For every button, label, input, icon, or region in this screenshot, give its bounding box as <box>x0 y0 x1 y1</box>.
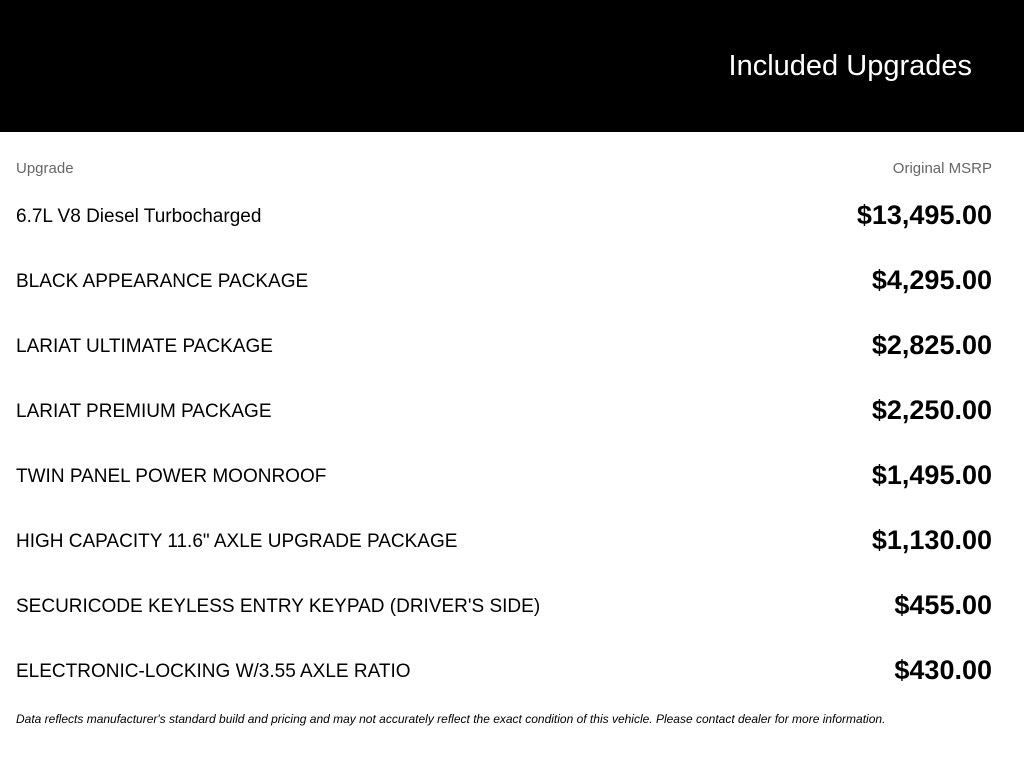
table-row <box>16 387 992 452</box>
table-row <box>16 582 992 647</box>
table-row <box>16 192 992 257</box>
table-row <box>16 452 992 517</box>
upgrade-name: BLACK APPEARANCE PACKAGE <box>16 271 309 292</box>
upgrade-rows <box>16 192 992 712</box>
upgrade-name: 6.7L V8 Diesel Turbocharged <box>16 206 262 227</box>
table-row <box>16 647 992 712</box>
column-header-upgrade: Upgrade <box>16 160 74 177</box>
upgrade-name: HIGH CAPACITY 11.6" AXLE UPGRADE PACKAGE <box>16 531 458 552</box>
upgrade-name: LARIAT ULTIMATE PACKAGE <box>16 336 273 357</box>
upgrade-name: TWIN PANEL POWER MOONROOF <box>16 466 327 487</box>
upgrade-price: $4,295.00 <box>871 265 992 295</box>
upgrade-name: SECURICODE KEYLESS ENTRY KEYPAD (DRIVER'S SIDE) <box>16 596 541 617</box>
upgrade-name: LARIAT PREMIUM PACKAGE <box>16 401 272 422</box>
upgrades-table <box>16 160 992 685</box>
upgrade-price: $1,495.00 <box>871 460 992 490</box>
upgrade-price: $13,495.00 <box>856 200 992 230</box>
upgrade-name: ELECTRONIC-LOCKING W/3.55 AXLE RATIO <box>16 661 411 682</box>
column-header-msrp: Original MSRP <box>892 160 992 177</box>
page-title: Included Upgrades <box>728 50 972 82</box>
upgrade-price: $2,250.00 <box>871 395 992 425</box>
table-header <box>16 160 992 180</box>
table-row <box>16 257 992 322</box>
upgrade-price: $2,825.00 <box>871 330 992 360</box>
disclaimer-text: Data reflects manufacturer's standard build and pricing and may not accurately reflect the exact condition of this vehicle. Please contact dealer for more information. <box>16 712 886 726</box>
table-row <box>16 517 992 582</box>
upgrade-price: $430.00 <box>894 655 992 685</box>
header-banner <box>0 0 1024 132</box>
upgrade-price: $455.00 <box>894 590 992 620</box>
table-row <box>16 322 992 387</box>
upgrade-price: $1,130.00 <box>871 525 992 555</box>
